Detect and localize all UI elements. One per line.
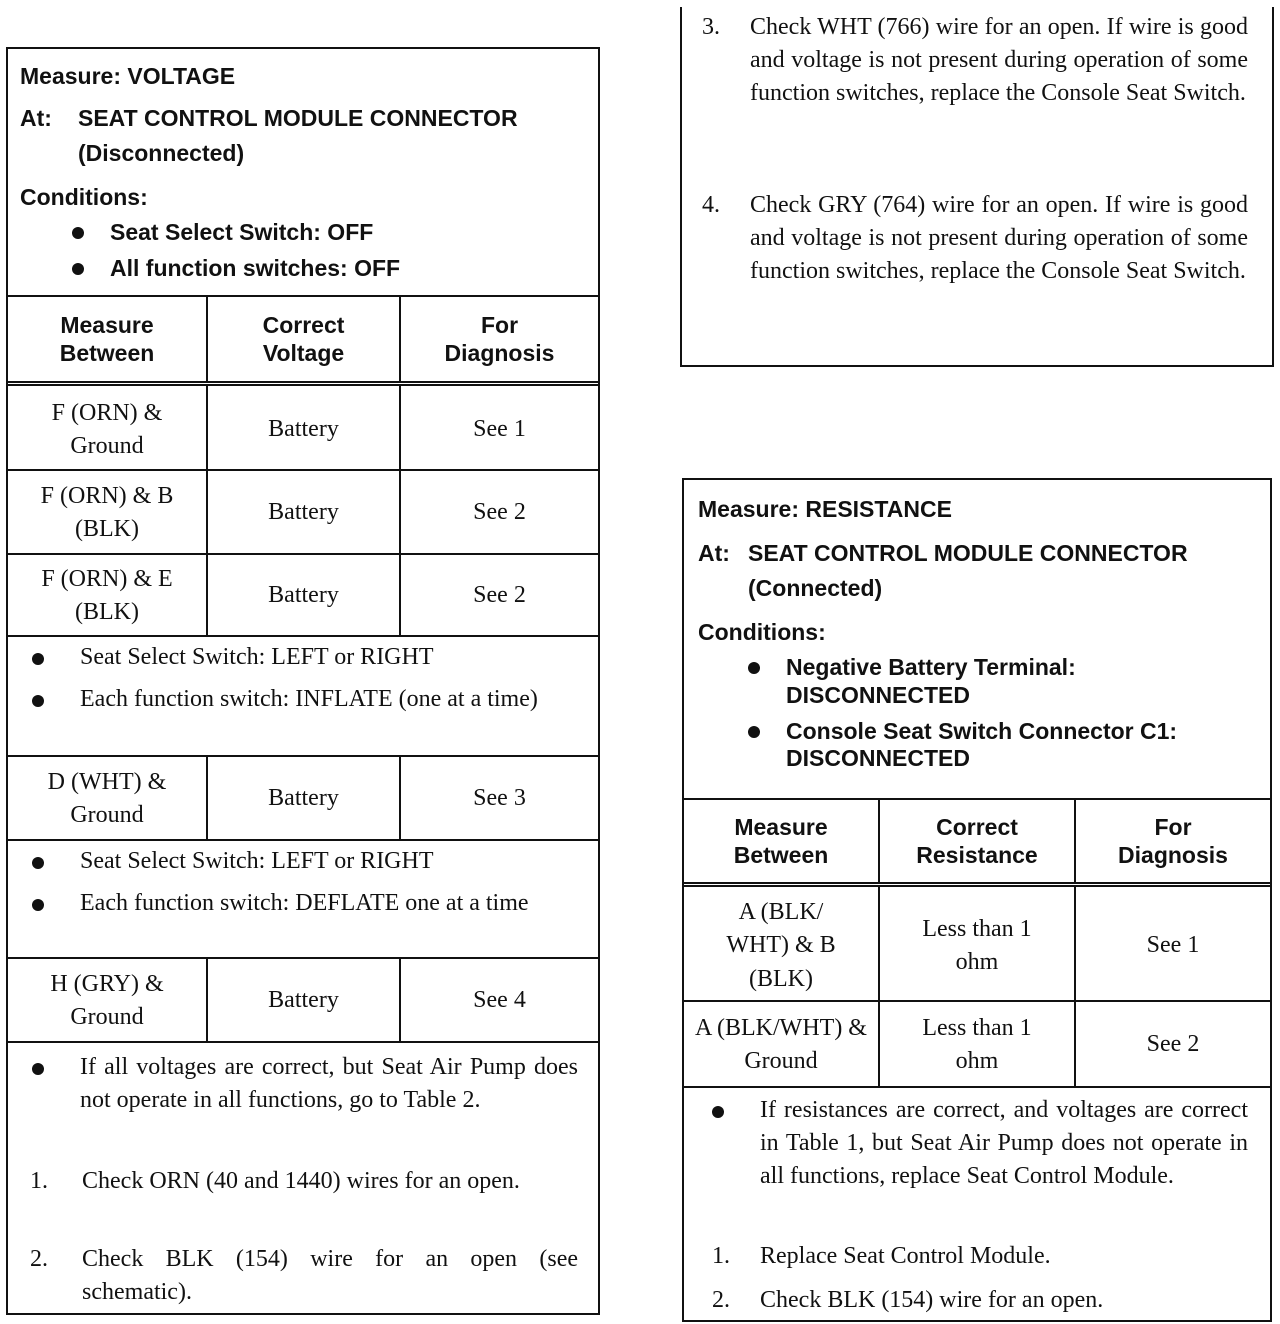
deflate-conditions: [8, 839, 598, 959]
at-value: SEAT CONTROL MODULE CONNECTOR: [78, 104, 518, 131]
bullet-icon: [72, 227, 84, 239]
table-row: A (BLK/ WHT) & B (BLK) Less than 1 ohm See 1: [684, 882, 1270, 1005]
resistance-table: [682, 478, 1272, 1322]
at-state: (Disconnected): [78, 140, 245, 167]
header-for-diagnosis: For Diagnosis: [1074, 800, 1270, 884]
bullet-icon: [32, 653, 44, 665]
condition-item: Each function switch: DEFLATE one at a time: [32, 887, 572, 920]
bullet-icon: [712, 1106, 724, 1118]
at-label: At:: [698, 539, 730, 566]
step-item: 1. Check ORN (40 and 1440) wires for an open.: [30, 1168, 520, 1194]
header-measure-between: Measure Between: [59, 312, 155, 366]
bullet-icon: [32, 695, 44, 707]
voltage-header: [20, 63, 590, 283]
bullet-icon: [748, 726, 760, 738]
condition-item: Console Seat Switch Connector C1: DISCONNECTED: [748, 718, 1264, 773]
column-headers: [8, 295, 598, 383]
condition-item: Seat Select Switch: LEFT or RIGHT: [32, 641, 572, 674]
step-item: 2. Check BLK (154) wire for an open.: [712, 1287, 1104, 1313]
table-row: F (ORN) & B (BLK) Battery See 2: [8, 469, 598, 555]
diagnosis-notes: [684, 1086, 1270, 1320]
at-label: At:: [20, 104, 52, 131]
step-item: 1. Replace Seat Control Module.: [712, 1243, 1051, 1269]
condition-item: Negative Battery Terminal: DISCONNECTED: [748, 654, 1264, 709]
header-measure-between: Measure Between: [733, 814, 829, 868]
header-correct-voltage: Correct Voltage: [206, 297, 399, 383]
measure-title: Measure: RESISTANCE: [698, 496, 952, 522]
diagnosis-notes: [8, 1041, 598, 1313]
table-row: F (ORN) & Ground Battery See 1: [8, 381, 598, 474]
inflate-conditions: [8, 635, 598, 757]
conditions-label: Conditions:: [20, 183, 148, 210]
table-row: H (GRY) & Ground Battery See 4: [8, 957, 598, 1043]
column-headers: [684, 798, 1270, 884]
conditions-label: Conditions:: [698, 618, 826, 645]
condition-item: Seat Select Switch: OFF: [72, 219, 590, 247]
bullet-icon: [72, 263, 84, 275]
diagnosis-steps-box: [680, 7, 1274, 367]
note-item: If all voltages are correct, but Seat Air Pump does not operate in all functions, go to Table 2.: [32, 1051, 578, 1117]
table-row: F (ORN) & E (BLK) Battery See 2: [8, 553, 598, 637]
bullet-icon: [748, 662, 760, 674]
header-correct-resistance: Correct Resistance: [878, 800, 1074, 884]
table-row: D (WHT) & Ground Battery See 3: [8, 755, 598, 841]
condition-item: Each function switch: INFLATE (one at a time): [32, 683, 572, 716]
at-state: (Connected): [748, 575, 883, 602]
measure-title: Measure: VOLTAGE: [20, 63, 236, 89]
resistance-header: [698, 496, 1264, 773]
step-item: 3. Check WHT (766) wire for an open. If wire is good and voltage is not present during operation of some function switches, replace the Console Seat Switch.: [702, 14, 1248, 107]
condition-item: All function switches: OFF: [72, 255, 590, 283]
header-for-diagnosis: For Diagnosis: [399, 297, 598, 383]
step-item: 2. Check BLK (154) wire for an open (see schematic).: [30, 1246, 578, 1306]
note-item: If resistances are correct, and voltages are correct in Table 1, but Seat Air Pump does not operate in all functions, replace Seat Control Module.: [712, 1094, 1248, 1193]
condition-item: Seat Select Switch: LEFT or RIGHT: [32, 845, 572, 878]
step-item: 4. Check GRY (764) wire for an open. If wire is good and voltage is not present during operation of some function switches, replace the Console Seat Switch.: [702, 192, 1248, 285]
voltage-table: [6, 47, 600, 1315]
bullet-icon: [32, 899, 44, 911]
bullet-icon: [32, 857, 44, 869]
bullet-icon: [32, 1063, 44, 1075]
table-row: A (BLK/WHT) & Ground Less than 1 ohm See 2: [684, 1000, 1270, 1088]
at-value: SEAT CONTROL MODULE CONNECTOR: [748, 539, 1188, 566]
